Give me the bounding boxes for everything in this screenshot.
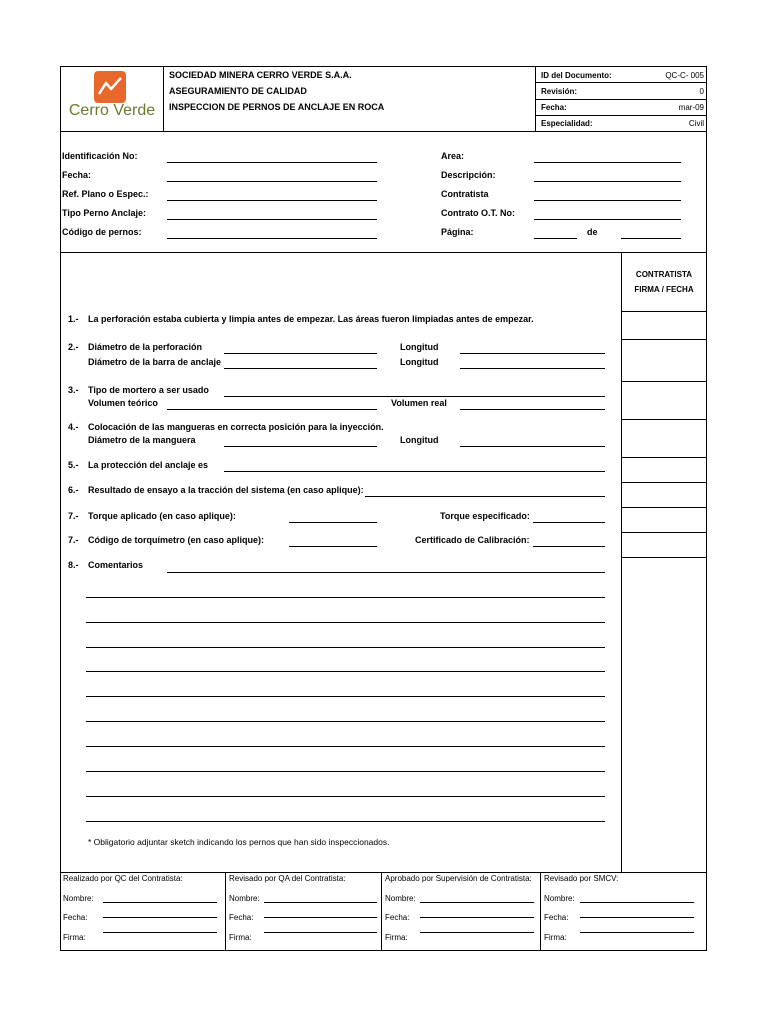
- item4-longitud: Longitud: [400, 435, 439, 445]
- footer-qc-firma-field[interactable]: [103, 932, 217, 933]
- item2-diametro-perforacion: Diámetro de la perforación: [88, 342, 203, 352]
- tipo-perno-field[interactable]: [167, 219, 377, 220]
- footer-smcv-fecha-field[interactable]: [580, 917, 694, 918]
- footer-qc-nombre-label: Nombre:: [63, 894, 94, 903]
- pagina-label: Página:: [441, 227, 474, 237]
- item1-num: 1.-: [68, 314, 79, 324]
- item7a-torque-aplicado-field[interactable]: [289, 522, 377, 523]
- item5-proteccion: La protección del anclaje es: [88, 460, 209, 470]
- identification-label: Identificación No:: [62, 151, 138, 161]
- item3-volumen-real: Volumen real: [391, 398, 447, 408]
- footer-qa-fecha-label: Fecha:: [229, 913, 254, 922]
- item3-tipo-mortero-field[interactable]: [224, 396, 605, 397]
- revision-value: 0: [699, 87, 704, 96]
- item4-diametro-manguera-field[interactable]: [224, 446, 377, 447]
- comment-line[interactable]: [86, 622, 605, 623]
- descripcion-field[interactable]: [534, 181, 681, 182]
- department-name: ASEGURAMIENTO DE CALIDAD: [169, 86, 307, 96]
- sketch-note: * Obligatorio adjuntar sketch indicando los pernos que han sido inspeccionados.: [88, 837, 390, 847]
- footer-qc-firma-label: Firma:: [63, 933, 86, 942]
- doc-id-label: ID del Documento:: [541, 71, 612, 80]
- footer-qc-nombre-field[interactable]: [103, 902, 217, 903]
- form-frame: [60, 66, 707, 951]
- area-field[interactable]: [534, 162, 681, 163]
- item2-longitud-2-field[interactable]: [460, 368, 605, 369]
- company-name: SOCIEDAD MINERA CERRO VERDE S.A.A.: [169, 70, 352, 80]
- pagina-field[interactable]: [534, 238, 577, 239]
- footer-qc-title: Realizado por QC del Contratista:: [63, 874, 183, 883]
- item8-comentarios: Comentarios: [88, 560, 144, 570]
- footer-smcv-firma-field[interactable]: [580, 932, 694, 933]
- identification-field[interactable]: [167, 162, 377, 163]
- item4-longitud-field[interactable]: [460, 446, 605, 447]
- date-value: mar-09: [678, 103, 704, 112]
- comment-line[interactable]: [86, 647, 605, 648]
- item2-longitud-2: Longitud: [400, 357, 439, 367]
- item2-diametro-barra-field[interactable]: [224, 368, 377, 369]
- footer-supervision-nombre-field[interactable]: [420, 902, 534, 903]
- item8-num: 8.-: [68, 560, 79, 570]
- footer-qa-firma-label: Firma:: [229, 933, 252, 942]
- contratista-field[interactable]: [534, 200, 681, 201]
- item6-resultado-ensayo-field[interactable]: [365, 496, 605, 497]
- footer-supervision-fecha-label: Fecha:: [385, 913, 410, 922]
- contrato-field[interactable]: [534, 219, 681, 220]
- specialty-label: Especialidad:: [541, 119, 593, 128]
- item2-longitud-1: Longitud: [400, 342, 439, 352]
- side-header-line1: CONTRATISTA: [635, 270, 693, 279]
- item2-longitud-1-field[interactable]: [460, 353, 605, 354]
- comment-line[interactable]: [86, 671, 605, 672]
- item2-num: 2.-: [68, 342, 79, 352]
- pagina-total-field[interactable]: [621, 238, 681, 239]
- item7b-certificado: Certificado de Calibración:: [415, 535, 530, 545]
- footer-supervision-fecha-field[interactable]: [420, 917, 534, 918]
- item3-volumen-teorico-field[interactable]: [167, 409, 377, 410]
- fecha-label: Fecha:: [62, 170, 92, 180]
- item2-diametro-barra: Diámetro de la barra de anclaje: [88, 357, 222, 367]
- footer-smcv-nombre-label: Nombre:: [544, 894, 575, 903]
- item4-num: 4.-: [68, 422, 79, 432]
- footer-supervision-firma-field[interactable]: [420, 932, 534, 933]
- item7a-torque-aplicado: Torque aplicado (en caso aplique):: [88, 511, 236, 521]
- footer-supervision-firma-label: Firma:: [385, 933, 408, 942]
- ref-plano-label: Ref. Plano o Espec.:: [62, 189, 149, 199]
- item6-resultado-ensayo: Resultado de ensayo a la tracción del sistema (en caso aplique):: [88, 485, 364, 495]
- footer-qa-nombre-label: Nombre:: [229, 894, 260, 903]
- fecha-field[interactable]: [167, 181, 377, 182]
- footer-qa-nombre-field[interactable]: [264, 902, 377, 903]
- comment-line[interactable]: [86, 821, 605, 822]
- item3-volumen-teorico: Volumen teórico: [88, 398, 158, 408]
- comment-line[interactable]: [86, 721, 605, 722]
- footer-smcv-nombre-field[interactable]: [580, 902, 694, 903]
- item3-tipo-mortero: Tipo de mortero a ser usado: [88, 385, 209, 395]
- item7a-torque-especificado: Torque especificado:: [440, 511, 530, 521]
- side-header-line2: FIRMA / FECHA: [634, 285, 694, 294]
- contratista-label: Contratista: [441, 189, 489, 199]
- footer-qa-firma-field[interactable]: [264, 932, 377, 933]
- footer-smcv-title: Revisado por SMCV:: [544, 874, 619, 883]
- ref-plano-field[interactable]: [167, 200, 377, 201]
- comment-line[interactable]: [86, 746, 605, 747]
- item3-volumen-real-field[interactable]: [460, 409, 605, 410]
- comment-line[interactable]: [167, 572, 605, 573]
- item7b-codigo-torquimetro-field[interactable]: [289, 546, 377, 547]
- footer-qc-fecha-field[interactable]: [103, 917, 217, 918]
- item7b-num: 7.-: [68, 535, 79, 545]
- specialty-value: Civil: [688, 119, 704, 128]
- comment-line[interactable]: [86, 696, 605, 697]
- document-title: INSPECCION DE PERNOS DE ANCLAJE EN ROCA: [169, 102, 385, 112]
- codigo-pernos-field[interactable]: [167, 238, 377, 239]
- item7a-torque-especificado-field[interactable]: [533, 522, 605, 523]
- tipo-perno-label: Tipo Perno Anclaje:: [62, 208, 147, 218]
- item7b-certificado-field[interactable]: [533, 546, 605, 547]
- company-logo: [66, 70, 158, 126]
- area-label: Area:: [441, 151, 465, 161]
- descripcion-label: Descripción:: [441, 170, 496, 180]
- revision-label: Revisión:: [541, 87, 578, 96]
- item5-proteccion-field[interactable]: [224, 471, 605, 472]
- footer-smcv-fecha-label: Fecha:: [544, 913, 569, 922]
- date-label: Fecha:: [541, 103, 567, 112]
- item6-num: 6.-: [68, 485, 79, 495]
- comment-line[interactable]: [86, 796, 605, 797]
- item3-num: 3.-: [68, 385, 79, 395]
- item7b-codigo-torquimetro: Código de torquímetro (en caso aplique):: [88, 535, 265, 545]
- item4-diametro-manguera: Diámetro de la manguera: [88, 435, 196, 445]
- footer-supervision-nombre-label: Nombre:: [385, 894, 416, 903]
- comment-line[interactable]: [86, 771, 605, 772]
- item4-colocacion: Colocación de las mangueras en correcta posición para la inyección.: [88, 422, 384, 432]
- item7a-num: 7.-: [68, 511, 79, 521]
- item5-num: 5.-: [68, 460, 79, 470]
- footer-qa-title: Revisado por QA del Contratista:: [229, 874, 346, 883]
- footer-qa-fecha-field[interactable]: [264, 917, 377, 918]
- footer-smcv-firma-label: Firma:: [544, 933, 567, 942]
- doc-id-value: QC-C- 005: [665, 71, 704, 80]
- footer-qc-fecha-label: Fecha:: [63, 913, 88, 922]
- footer-supervision-title: Aprobado por Supervisión de Contratista:: [385, 874, 532, 883]
- codigo-pernos-label: Código de pernos:: [62, 227, 142, 237]
- logo-text: Cerro Verde: [68, 102, 156, 119]
- pagina-de-label: de: [587, 227, 598, 237]
- contrato-label: Contrato O.T. No:: [441, 208, 515, 218]
- item2-diametro-perforacion-field[interactable]: [224, 353, 377, 354]
- comment-line[interactable]: [86, 597, 605, 598]
- item1-text: La perforación estaba cubierta y limpia antes de empezar. Las áreas fueron limpiadas antes de empezar.: [88, 314, 534, 324]
